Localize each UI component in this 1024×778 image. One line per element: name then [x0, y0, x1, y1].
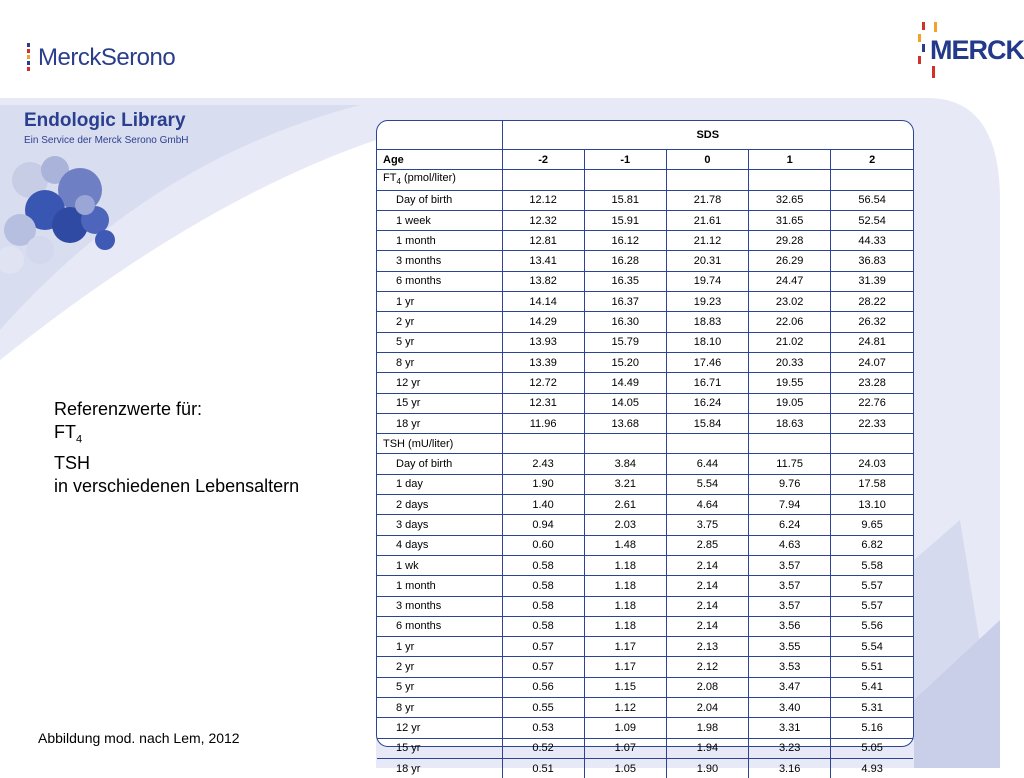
- sds-header-cell: SDS: [502, 121, 913, 150]
- value-cell: 4.64: [666, 495, 748, 515]
- age-cell: 18 yr: [377, 413, 502, 433]
- age-cell: 1 yr: [377, 292, 502, 312]
- sds-column-header: 1: [749, 150, 831, 170]
- value-cell: 13.41: [502, 251, 584, 271]
- table-header-age-row: [377, 150, 913, 170]
- value-cell: 2.13: [666, 637, 748, 657]
- value-cell: 11.96: [502, 413, 584, 433]
- value-cell: 22.33: [831, 413, 913, 433]
- empty-cell: [502, 170, 584, 190]
- value-cell: 1.18: [584, 576, 666, 596]
- value-cell: 0.58: [502, 596, 584, 616]
- age-cell: 2 yr: [377, 657, 502, 677]
- value-cell: 2.61: [584, 495, 666, 515]
- table-row: [377, 251, 913, 271]
- empty-cell: [584, 170, 666, 190]
- value-cell: 26.32: [831, 312, 913, 332]
- table-row: [377, 312, 913, 332]
- value-cell: 16.71: [666, 373, 748, 393]
- value-cell: 23.28: [831, 373, 913, 393]
- table-row: [377, 292, 913, 312]
- value-cell: 15.91: [584, 210, 666, 230]
- value-cell: 1.15: [584, 677, 666, 697]
- value-cell: 9.76: [749, 474, 831, 494]
- value-cell: 18.63: [749, 413, 831, 433]
- empty-cell: [831, 434, 913, 454]
- sds-column-header: -2: [502, 150, 584, 170]
- age-cell: 1 day: [377, 474, 502, 494]
- value-cell: 52.54: [831, 210, 913, 230]
- value-cell: 1.40: [502, 495, 584, 515]
- table-row: [377, 758, 913, 778]
- library-subtitle: Ein Service der Merck Serono GmbH: [24, 135, 189, 146]
- value-cell: 0.57: [502, 637, 584, 657]
- merck-serono-mark-icon: [24, 43, 34, 73]
- reference-values-text: [54, 398, 299, 498]
- age-cell: Day of birth: [377, 190, 502, 210]
- value-cell: 3.57: [749, 555, 831, 575]
- table-row: [377, 190, 913, 210]
- value-cell: 2.43: [502, 454, 584, 474]
- value-cell: 3.23: [749, 738, 831, 758]
- value-cell: 1.94: [666, 738, 748, 758]
- reference-line-3: TSH: [54, 452, 90, 473]
- age-cell: 12 yr: [377, 718, 502, 738]
- age-cell: 1 month: [377, 576, 502, 596]
- value-cell: 1.17: [584, 657, 666, 677]
- value-cell: 3.16: [749, 758, 831, 778]
- value-cell: 3.53: [749, 657, 831, 677]
- value-cell: 9.65: [831, 515, 913, 535]
- value-cell: 2.14: [666, 576, 748, 596]
- value-cell: 1.90: [666, 758, 748, 778]
- value-cell: 0.94: [502, 515, 584, 535]
- value-cell: 0.51: [502, 758, 584, 778]
- table-row: [377, 474, 913, 494]
- value-cell: 5.05: [831, 738, 913, 758]
- value-cell: 3.57: [749, 596, 831, 616]
- value-cell: 5.41: [831, 677, 913, 697]
- table-row: [377, 393, 913, 413]
- value-cell: 5.54: [831, 637, 913, 657]
- sds-column-header: 0: [666, 150, 748, 170]
- value-cell: 14.14: [502, 292, 584, 312]
- value-cell: 1.07: [584, 738, 666, 758]
- age-cell: 3 months: [377, 596, 502, 616]
- table-row: [377, 738, 913, 758]
- age-cell: 1 week: [377, 210, 502, 230]
- value-cell: 31.65: [749, 210, 831, 230]
- value-cell: 32.65: [749, 190, 831, 210]
- value-cell: 1.18: [584, 616, 666, 636]
- section-title-row: [377, 170, 913, 190]
- value-cell: 24.07: [831, 352, 913, 372]
- value-cell: 5.31: [831, 698, 913, 718]
- value-cell: 12.72: [502, 373, 584, 393]
- value-cell: 6.44: [666, 454, 748, 474]
- value-cell: 2.04: [666, 698, 748, 718]
- table-row: [377, 616, 913, 636]
- value-cell: 24.81: [831, 332, 913, 352]
- table-header-sds-row: [377, 121, 913, 150]
- value-cell: 1.48: [584, 535, 666, 555]
- protein-structure-image: [0, 150, 130, 290]
- merck-logo: [916, 22, 1024, 82]
- empty-cell: [749, 434, 831, 454]
- value-cell: 19.55: [749, 373, 831, 393]
- table-row: [377, 515, 913, 535]
- value-cell: 13.10: [831, 495, 913, 515]
- age-cell: 3 days: [377, 515, 502, 535]
- value-cell: 21.12: [666, 231, 748, 251]
- value-cell: 19.05: [749, 393, 831, 413]
- value-cell: 28.22: [831, 292, 913, 312]
- library-title: Endologic Library: [24, 110, 186, 131]
- value-cell: 12.81: [502, 231, 584, 251]
- age-cell: 2 yr: [377, 312, 502, 332]
- age-cell: 3 months: [377, 251, 502, 271]
- value-cell: 15.84: [666, 413, 748, 433]
- value-cell: 21.78: [666, 190, 748, 210]
- value-cell: 1.05: [584, 758, 666, 778]
- value-cell: 20.31: [666, 251, 748, 271]
- value-cell: 0.60: [502, 535, 584, 555]
- table-row: [377, 352, 913, 372]
- table-row: [377, 332, 913, 352]
- value-cell: 3.75: [666, 515, 748, 535]
- value-cell: 1.17: [584, 637, 666, 657]
- value-cell: 26.29: [749, 251, 831, 271]
- value-cell: 2.14: [666, 616, 748, 636]
- sds-column-header: -1: [584, 150, 666, 170]
- value-cell: 56.54: [831, 190, 913, 210]
- table-row: [377, 495, 913, 515]
- value-cell: 16.12: [584, 231, 666, 251]
- merck-wordmark: MERCK: [930, 35, 1024, 65]
- value-cell: 6.82: [831, 535, 913, 555]
- value-cell: 15.81: [584, 190, 666, 210]
- value-cell: 13.39: [502, 352, 584, 372]
- age-cell: 5 yr: [377, 332, 502, 352]
- value-cell: 20.33: [749, 352, 831, 372]
- value-cell: 16.24: [666, 393, 748, 413]
- value-cell: 13.82: [502, 271, 584, 291]
- value-cell: 5.57: [831, 596, 913, 616]
- value-cell: 15.20: [584, 352, 666, 372]
- value-cell: 21.61: [666, 210, 748, 230]
- value-cell: 19.23: [666, 292, 748, 312]
- value-cell: 3.56: [749, 616, 831, 636]
- value-cell: 0.58: [502, 616, 584, 636]
- value-cell: 3.84: [584, 454, 666, 474]
- table-corner-cell: [377, 121, 502, 150]
- value-cell: 1.12: [584, 698, 666, 718]
- value-cell: 5.57: [831, 576, 913, 596]
- table-row: [377, 596, 913, 616]
- age-cell: 6 months: [377, 616, 502, 636]
- age-cell: 8 yr: [377, 698, 502, 718]
- empty-cell: [666, 170, 748, 190]
- table-row: [377, 413, 913, 433]
- value-cell: 11.75: [749, 454, 831, 474]
- value-cell: 23.02: [749, 292, 831, 312]
- value-cell: 1.90: [502, 474, 584, 494]
- value-cell: 14.49: [584, 373, 666, 393]
- value-cell: 0.52: [502, 738, 584, 758]
- age-cell: 8 yr: [377, 352, 502, 372]
- value-cell: 2.14: [666, 555, 748, 575]
- table-row: [377, 576, 913, 596]
- value-cell: 4.93: [831, 758, 913, 778]
- section-title-cell: TSH (mU/liter): [377, 434, 502, 454]
- table-row: [377, 454, 913, 474]
- table-row: [377, 637, 913, 657]
- reference-line-2: $FT_4$: [54, 422, 83, 446]
- empty-cell: [666, 434, 748, 454]
- value-cell: 2.14: [666, 596, 748, 616]
- age-cell: 4 days: [377, 535, 502, 555]
- table-row: [377, 373, 913, 393]
- value-cell: 14.05: [584, 393, 666, 413]
- value-cell: 13.68: [584, 413, 666, 433]
- value-cell: 2.12: [666, 657, 748, 677]
- value-cell: 31.39: [831, 271, 913, 291]
- value-cell: 1.18: [584, 596, 666, 616]
- value-cell: 5.16: [831, 718, 913, 738]
- table-row: [377, 210, 913, 230]
- table-row: [377, 677, 913, 697]
- age-cell: 6 months: [377, 271, 502, 291]
- value-cell: 6.24: [749, 515, 831, 535]
- value-cell: 0.56: [502, 677, 584, 697]
- value-cell: 0.53: [502, 718, 584, 738]
- table-row: [377, 698, 913, 718]
- section-title-cell: $FT_4$ (pmol/liter): [377, 170, 502, 190]
- value-cell: 22.06: [749, 312, 831, 332]
- table-row: [377, 657, 913, 677]
- value-cell: 19.74: [666, 271, 748, 291]
- value-cell: 36.83: [831, 251, 913, 271]
- empty-cell: [831, 170, 913, 190]
- reference-table: [376, 120, 914, 775]
- value-cell: 5.54: [666, 474, 748, 494]
- age-cell: Day of birth: [377, 454, 502, 474]
- value-cell: 0.58: [502, 555, 584, 575]
- value-cell: 1.09: [584, 718, 666, 738]
- value-cell: 2.08: [666, 677, 748, 697]
- age-cell: 1 yr: [377, 637, 502, 657]
- value-cell: 24.03: [831, 454, 913, 474]
- age-cell: 1 month: [377, 231, 502, 251]
- value-cell: 24.47: [749, 271, 831, 291]
- value-cell: 12.31: [502, 393, 584, 413]
- value-cell: 5.58: [831, 555, 913, 575]
- value-cell: 5.51: [831, 657, 913, 677]
- age-cell: 15 yr: [377, 393, 502, 413]
- merck-serono-wordmark: MerckSerono: [38, 44, 176, 71]
- age-cell: 15 yr: [377, 738, 502, 758]
- value-cell: 2.03: [584, 515, 666, 535]
- value-cell: 18.10: [666, 332, 748, 352]
- value-cell: 17.58: [831, 474, 913, 494]
- value-cell: 3.21: [584, 474, 666, 494]
- value-cell: 0.57: [502, 657, 584, 677]
- value-cell: 1.18: [584, 555, 666, 575]
- value-cell: 18.83: [666, 312, 748, 332]
- value-cell: 3.47: [749, 677, 831, 697]
- value-cell: 5.56: [831, 616, 913, 636]
- value-cell: 16.35: [584, 271, 666, 291]
- value-cell: 22.76: [831, 393, 913, 413]
- table-row: [377, 555, 913, 575]
- reference-line-1: Referenzwerte für:: [54, 399, 203, 419]
- value-cell: 12.32: [502, 210, 584, 230]
- value-cell: 14.29: [502, 312, 584, 332]
- value-cell: 17.46: [666, 352, 748, 372]
- figure-caption: Abbildung mod. nach Lem, 2012: [38, 730, 240, 746]
- value-cell: 3.55: [749, 637, 831, 657]
- age-cell: 12 yr: [377, 373, 502, 393]
- age-cell: 2 days: [377, 495, 502, 515]
- value-cell: 21.02: [749, 332, 831, 352]
- section-title-row: [377, 434, 913, 454]
- value-cell: 13.93: [502, 332, 584, 352]
- empty-cell: [584, 434, 666, 454]
- value-cell: 4.63: [749, 535, 831, 555]
- value-cell: 3.57: [749, 576, 831, 596]
- age-cell: 1 wk: [377, 555, 502, 575]
- value-cell: 0.55: [502, 698, 584, 718]
- table-row: [377, 271, 913, 291]
- value-cell: 0.58: [502, 576, 584, 596]
- empty-cell: [502, 434, 584, 454]
- age-header-cell: Age: [377, 150, 502, 170]
- reference-line-4: in verschiedenen Lebensaltern: [54, 475, 300, 496]
- value-cell: 29.28: [749, 231, 831, 251]
- sds-column-header: 2: [831, 150, 913, 170]
- table-row: [377, 231, 913, 251]
- value-cell: 3.40: [749, 698, 831, 718]
- table-row: [377, 718, 913, 738]
- value-cell: 15.79: [584, 332, 666, 352]
- value-cell: 12.12: [502, 190, 584, 210]
- table-row: [377, 535, 913, 555]
- merck-serono-logo: [24, 40, 175, 76]
- value-cell: 7.94: [749, 495, 831, 515]
- value-cell: 16.30: [584, 312, 666, 332]
- value-cell: 2.85: [666, 535, 748, 555]
- value-cell: 3.31: [749, 718, 831, 738]
- value-cell: 16.37: [584, 292, 666, 312]
- value-cell: 1.98: [666, 718, 748, 738]
- value-cell: 44.33: [831, 231, 913, 251]
- value-cell: 16.28: [584, 251, 666, 271]
- age-cell: 5 yr: [377, 677, 502, 697]
- empty-cell: [749, 170, 831, 190]
- age-cell: 18 yr: [377, 758, 502, 778]
